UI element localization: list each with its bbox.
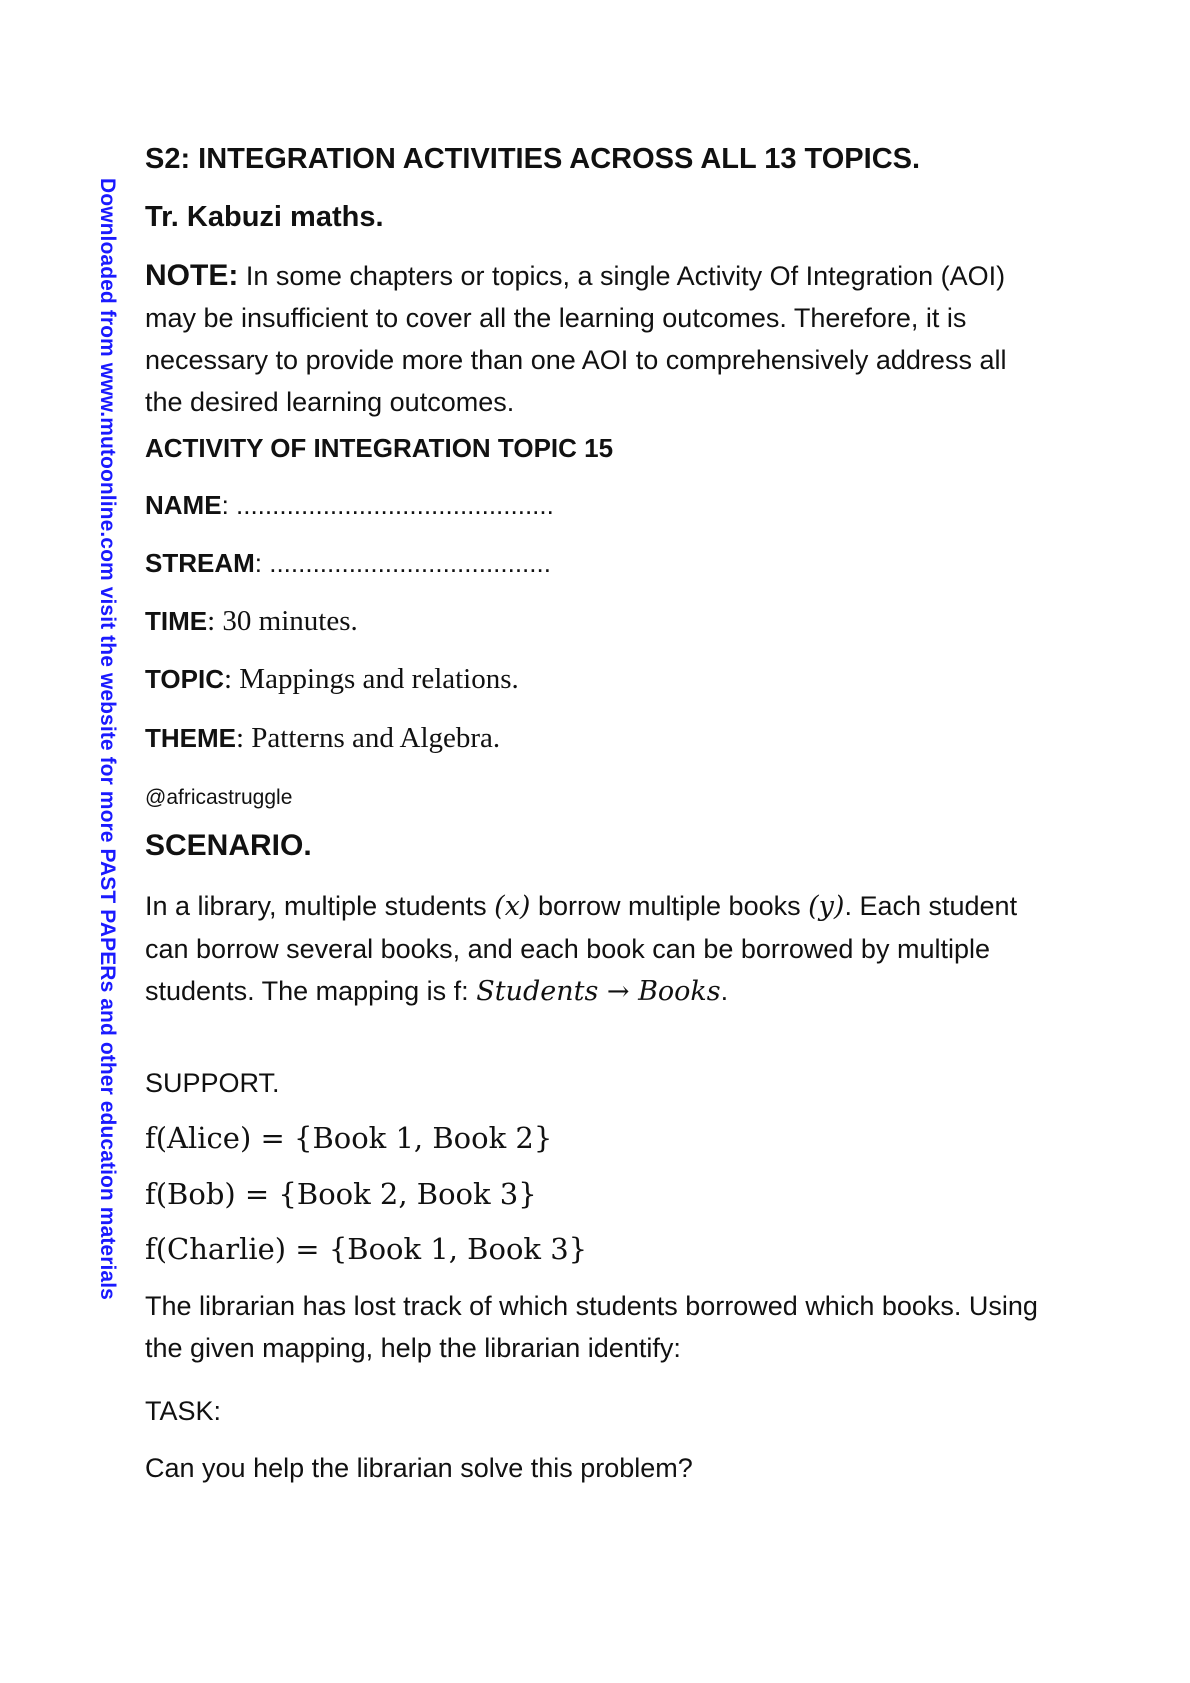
mapping-alice: f(Alice) = {Book 1, Book 2} [145, 1121, 553, 1155]
theme-value: : Patterns and Algebra. [236, 722, 501, 754]
stream-field [145, 548, 551, 579]
time-value: : 30 minutes. [207, 605, 358, 637]
scenario-text-2: borrow multiple books [537, 891, 801, 921]
time-field [145, 605, 358, 638]
task-question: Can you help the librarian solve this problem? [145, 1453, 693, 1483]
topic-field [145, 663, 519, 696]
author-handle: @africastruggle [145, 786, 293, 809]
scenario-heading: SCENARIO. [145, 829, 312, 862]
side-watermark-banner: Downloaded from www.mutoonline.com visit the website for more PAST PAPERs and other education materials [96, 178, 119, 1300]
theme-label: THEME [145, 723, 236, 753]
variable-y: (y) [808, 891, 845, 922]
support-heading: SUPPORT. [145, 1068, 280, 1098]
scenario-text-4: . [720, 976, 729, 1006]
note-label: NOTE: [145, 259, 239, 292]
problem-paragraph: The librarian has lost track of which students borrowed which books. Using the given mapping, help the librarian identify: [145, 1291, 1038, 1363]
activity-heading: ACTIVITY OF INTEGRATION TOPIC 15 [145, 433, 614, 463]
teacher-name: Tr. Kabuzi maths. [145, 201, 384, 233]
stream-label: STREAM [145, 548, 255, 578]
stream-value: : ....................................... [254, 548, 551, 578]
name-value: : ............................................ [221, 490, 554, 520]
topic-value: : Mappings and relations. [223, 663, 519, 695]
scenario-text-3: . Each student can borrow several books, and each book can be borrowed by multiple students. The mapping is f: [145, 891, 1018, 1006]
note-text: In some chapters or topics, a single Activity Of Integration (AOI) may be insufficient to cover all the learning outcomes. Therefore, it is necessary to provide more than one AOI to comprehensively address all the desired learning outcomes. [145, 261, 1007, 417]
scenario-text-1: In a library, multiple students [145, 891, 487, 921]
theme-field [145, 722, 500, 755]
task-heading: TASK: [145, 1396, 222, 1426]
document-title: S2: INTEGRATION ACTIVITIES ACROSS ALL 13 TOPICS. [145, 143, 921, 175]
time-label: TIME [145, 606, 208, 636]
name-field [145, 490, 554, 521]
mapping-charlie: f(Charlie) = {Book 1, Book 3} [145, 1232, 588, 1266]
note-paragraph [145, 255, 1025, 423]
topic-label: TOPIC [145, 664, 224, 694]
variable-x: (x) [494, 891, 531, 922]
mapping-bob: f(Bob) = {Book 2, Book 3} [145, 1177, 537, 1211]
mapping-expression: Students → Books [476, 976, 721, 1007]
name-label: NAME [145, 490, 222, 520]
scenario-paragraph [145, 885, 1065, 1013]
